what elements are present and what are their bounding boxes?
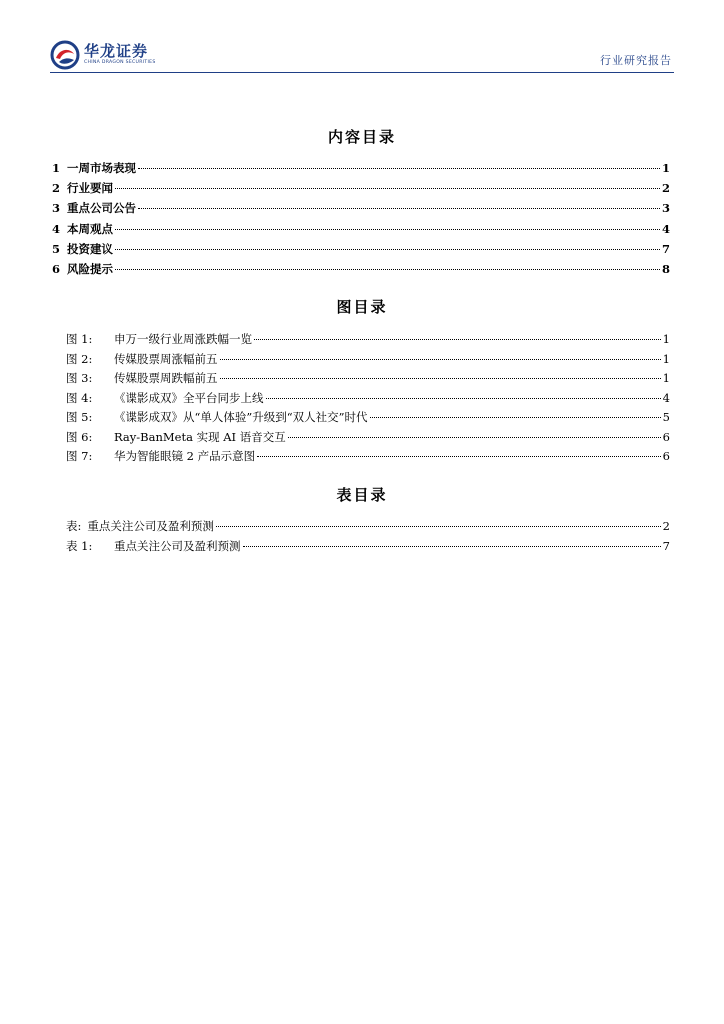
table-caption: 重点关注公司及盈利预测 (114, 538, 241, 553)
leader-dots (115, 269, 660, 270)
leader-dots (115, 249, 660, 250)
table-page: 7 (662, 538, 670, 553)
toc-entry-number: 2 (52, 181, 61, 196)
leader-dots (257, 456, 661, 457)
leader-dots (266, 398, 661, 399)
figure-label: 图 1: (66, 332, 93, 346)
figure-label: 图 6: (66, 429, 93, 444)
logo-chinese-name: 华龙证券 (84, 42, 149, 60)
figure-caption: Ray-BanMeta 实现 AI 语音交互 (114, 429, 286, 444)
figure-entry[interactable] (66, 429, 670, 449)
leader-dots (243, 546, 661, 547)
report-type-label: 行业研究报告 (600, 54, 672, 67)
figure-label: 图 4: (66, 390, 93, 405)
toc-entry[interactable] (52, 261, 670, 281)
toc-entry-number: 3 (52, 201, 61, 216)
toc-title: 内容目录 (327, 128, 396, 146)
figure-caption: 华为智能眼镜 2 产品示意图 (114, 449, 256, 463)
toc-entry-label: 风险提示 (67, 261, 113, 276)
page-header (50, 40, 674, 73)
toc-entry-number: 5 (52, 241, 61, 256)
figure-label: 图 7: (66, 449, 93, 463)
logo-english-name: CHINA DRAGON SECURITIES (84, 60, 156, 65)
figure-caption: 《谍影成双》从“单人体验”升级到“双人社交”时代 (114, 410, 368, 424)
dragon-logo-icon (50, 40, 80, 70)
figure-page: 1 (662, 332, 670, 346)
figure-label: 图 5: (66, 410, 93, 424)
figure-page: 1 (662, 371, 670, 385)
toc-entry-label: 重点公司公告 (67, 201, 136, 216)
toc-entry-page: 2 (661, 181, 670, 196)
table-label: 表 1: (66, 538, 93, 553)
toc-list (52, 160, 670, 281)
leader-dots (370, 417, 661, 418)
table-page: 2 (662, 519, 670, 533)
leader-dots (138, 168, 660, 169)
toc-entry-page: 7 (661, 241, 670, 256)
figures-title: 图目录 (336, 298, 388, 316)
table-list (66, 518, 670, 557)
leader-dots (288, 437, 661, 438)
figure-entry[interactable] (66, 448, 670, 468)
figure-page: 4 (662, 390, 670, 405)
leader-dots (115, 188, 660, 189)
figure-list (66, 331, 670, 468)
toc-entry-label: 行业要闻 (67, 181, 113, 196)
toc-entry[interactable] (52, 200, 670, 220)
toc-entry[interactable] (52, 160, 670, 180)
toc-entry-page: 3 (661, 201, 670, 216)
toc-entry[interactable] (52, 180, 670, 200)
toc-entry[interactable] (52, 221, 670, 241)
leader-dots (220, 378, 661, 379)
figure-entry[interactable] (66, 390, 670, 410)
toc-entry-number: 1 (52, 161, 61, 175)
toc-entry-number: 4 (52, 221, 61, 236)
toc-entry-number: 6 (52, 261, 61, 276)
table-entry[interactable] (66, 518, 670, 538)
figure-page: 6 (662, 449, 670, 463)
table-label: 表: (66, 519, 82, 533)
toc-entry[interactable] (52, 241, 670, 261)
leader-dots (115, 229, 660, 230)
figure-entry[interactable] (66, 351, 670, 371)
table-entry[interactable] (66, 538, 670, 558)
figure-page: 5 (662, 410, 670, 424)
figure-caption: 传媒股票周涨幅前五 (114, 351, 218, 366)
figure-page: 1 (662, 351, 670, 366)
leader-dots (220, 359, 661, 360)
figure-page: 6 (662, 429, 670, 444)
tables-title: 表目录 (336, 486, 388, 504)
leader-dots (254, 339, 661, 340)
toc-entry-page: 1 (661, 161, 670, 175)
leader-dots (216, 526, 661, 527)
figure-label: 图 2: (66, 351, 93, 366)
toc-entry-label: 本周观点 (67, 221, 113, 236)
figure-entry[interactable] (66, 331, 670, 351)
figure-entry[interactable] (66, 370, 670, 390)
figure-caption: 申万一级行业周涨跌幅一览 (114, 332, 252, 346)
figure-entry[interactable] (66, 409, 670, 429)
toc-entry-label: 投资建议 (67, 241, 113, 256)
toc-entry-page: 4 (661, 221, 670, 236)
table-caption: 重点关注公司及盈利预测 (87, 519, 214, 533)
leader-dots (138, 208, 660, 209)
figure-caption: 《谍影成双》全平台同步上线 (114, 390, 264, 405)
figure-label: 图 3: (66, 371, 93, 385)
toc-entry-page: 8 (661, 261, 670, 276)
figure-caption: 传媒股票周跌幅前五 (114, 371, 218, 385)
toc-entry-label: 一周市场表现 (67, 161, 136, 175)
company-logo (50, 40, 156, 70)
